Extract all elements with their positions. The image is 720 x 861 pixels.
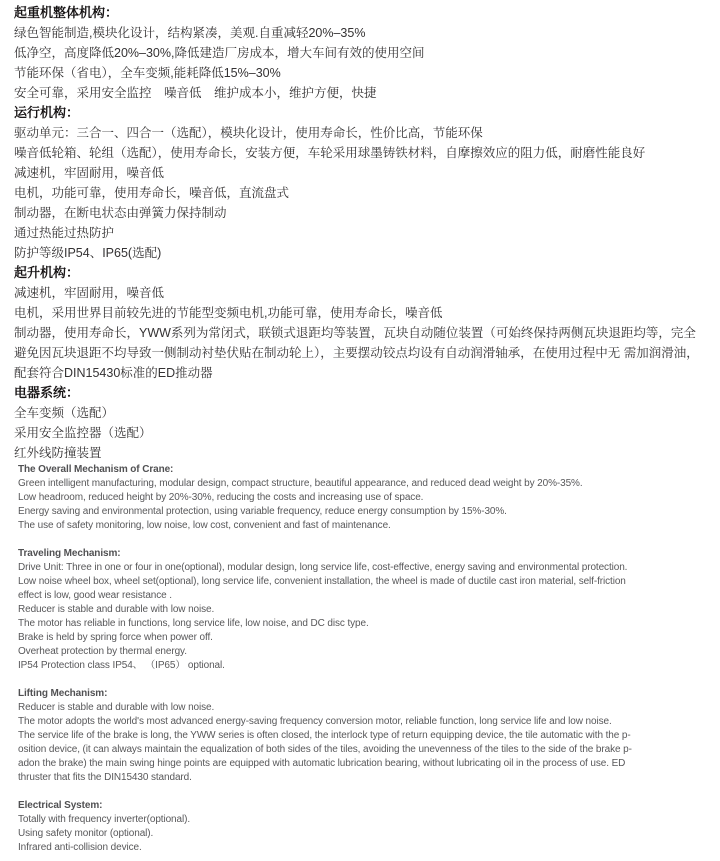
english-spec-section-heading: Lifting Mechanism: [18,688,108,699]
english-spec-text-line: Low noise wheel box, wheel set(optional), long service life, convenient installation, the wheel is made of ductile cast iron material, self-friction [18,576,626,587]
chinese-spec-text-line: 制动器，在断电状态由弹簧力保持制动 [14,206,227,220]
english-spec-text-line: Reducer is stable and durable with low noise. [18,604,215,615]
english-spec-section-heading: Traveling Mechanism: [18,548,121,559]
english-spec-text-line: thruster that fits the DIN15430 standard. [18,772,192,783]
chinese-spec-text-line: 安全可靠，采用安全监控 噪音低 维护成本小，维护方便，快捷 [14,86,377,100]
english-spec-text-line: The service life of the brake is long, the YWW series is often closed, the interlock type of return equipping device, the tile automatic with the p- [18,730,631,741]
english-spec-text-line: Energy saving and environmental protection, using variable frequency, reduce energy consumption by 15%-30%. [18,506,507,517]
english-spec-text-line: Using safety monitor (optional). [18,828,154,839]
english-spec-section [18,799,712,855]
english-spec-section-heading: The Overall Mechanism of Crane: [18,464,174,475]
english-spec-text-line: Totally with frequency inverter(optional). [18,814,190,825]
english-spec-section [18,463,712,533]
chinese-spec-section [14,263,712,383]
english-spec-text-line: Low headroom, reduced height by 20%-30%, reducing the costs and increasing use of space. [18,492,424,503]
chinese-spec-text-line: 红外线防撞装置 [14,446,102,460]
chinese-spec-text-line: 全车变频（选配） [14,406,115,420]
chinese-spec-text-line: 防护等级IP54、IP65(选配) [14,246,162,260]
chinese-spec-text-line: 噪音低轮箱、轮组（选配），使用寿命长，安装方便，车轮采用球墨铸铁材料，自摩擦效应的阻力低，耐磨性能良好 [14,146,646,160]
english-spec-text-line: Drive Unit: Three in one or four in one(optional), modular design, long service life, cost-effective, energy saving and environmental protection. [18,562,628,573]
english-spec-section [18,687,712,785]
chinese-spec-block [14,3,712,463]
chinese-spec-text-line: 制动器，使用寿命长，YWW系列为常闭式，联锁式退距均等装置，瓦块自动随位装置（可始终保持两侧瓦块退距均等，完全 [14,326,696,340]
english-spec-text-line: IP54 Protection class IP54、 （IP65） optional. [18,660,225,671]
chinese-spec-section-heading: 起升机构： [14,265,80,280]
english-spec-text-line: Green intelligent manufacturing, modular design, compact structure, beautiful appearance, and reduced dead weight by 20%-35%. [18,478,583,489]
chinese-spec-text-line: 节能环保（省电），全车变频,能耗降低15%–30% [14,66,281,80]
chinese-spec-section [14,383,712,463]
english-spec-text-line: Infrared anti-collision device. [18,842,142,853]
english-spec-text-line: effect is low, good wear resistance . [18,590,172,601]
english-spec-text-line: Overheat protection by thermal energy. [18,646,187,657]
english-spec-text-line: Reducer is stable and durable with low noise. [18,702,215,713]
english-spec-block [14,463,712,855]
chinese-spec-text-line: 采用安全监控器（选配） [14,426,152,440]
chinese-spec-text-line: 电机，采用世界目前较先进的节能型变频电机,功能可靠，使用寿命长，噪音低 [14,306,443,320]
english-spec-section [18,547,712,673]
chinese-spec-section-heading: 运行机构： [14,105,80,120]
chinese-spec-text-line: 驱动单元：三合一、四合一（选配），模块化设计，使用寿命长，性价比高，节能环保 [14,126,483,140]
chinese-spec-text-line: 电机，功能可靠，使用寿命长，噪音低，直流盘式 [14,186,290,200]
chinese-spec-text-line: 配套符合DIN15430标准的ED推动器 [14,366,213,380]
chinese-spec-text-line: 低净空，高度降低20%–30%,降低建造厂房成本，增大车间有效的使用空间 [14,46,425,60]
chinese-spec-text-line: 减速机，牢固耐用，噪音低 [14,166,165,180]
chinese-spec-section-heading: 起重机整体机构： [14,5,119,20]
chinese-spec-text-line: 通过热能过热防护 [14,226,115,240]
english-spec-text-line: The motor has reliable in functions, long service life, low noise, and DC disc type. [18,618,369,629]
english-spec-section-heading: Electrical System: [18,800,103,811]
english-spec-text-line: osition device, (it can always maintain the equalization of both sides of the tiles, avoiding the unevenness of the tiles to the side of the brake p- [18,744,632,755]
english-spec-text-line: The motor adopts the world's most advanced energy-saving frequency conversion motor, reliable function, long service life and low noise. [18,716,612,727]
english-spec-text-line: The use of safety monitoring, low noise, low cost, convenient and fast of maintenance. [18,520,391,531]
chinese-spec-text-line: 减速机，牢固耐用，噪音低 [14,286,165,300]
english-spec-text-line: Brake is held by spring force when power off. [18,632,213,643]
english-spec-text-line: adon the brake) the main swing hinge points are equipped with automatic lubrication bearing, without lubricating oil in the process of use. ED [18,758,626,769]
chinese-spec-section [14,103,712,263]
chinese-spec-text-line: 避免因瓦块退距不均导致一侧制动衬垫伏贴在制动轮上），主要摆动铰点均设有自动润滑轴承，在使用过程中无 需加润滑油， [14,346,699,360]
chinese-spec-section-heading: 电器系统： [14,385,80,400]
chinese-spec-section [14,3,712,103]
chinese-spec-text-line: 绿色智能制造,模块化设计，结构紧凑，美观.自重减轻20%–35% [14,26,366,40]
